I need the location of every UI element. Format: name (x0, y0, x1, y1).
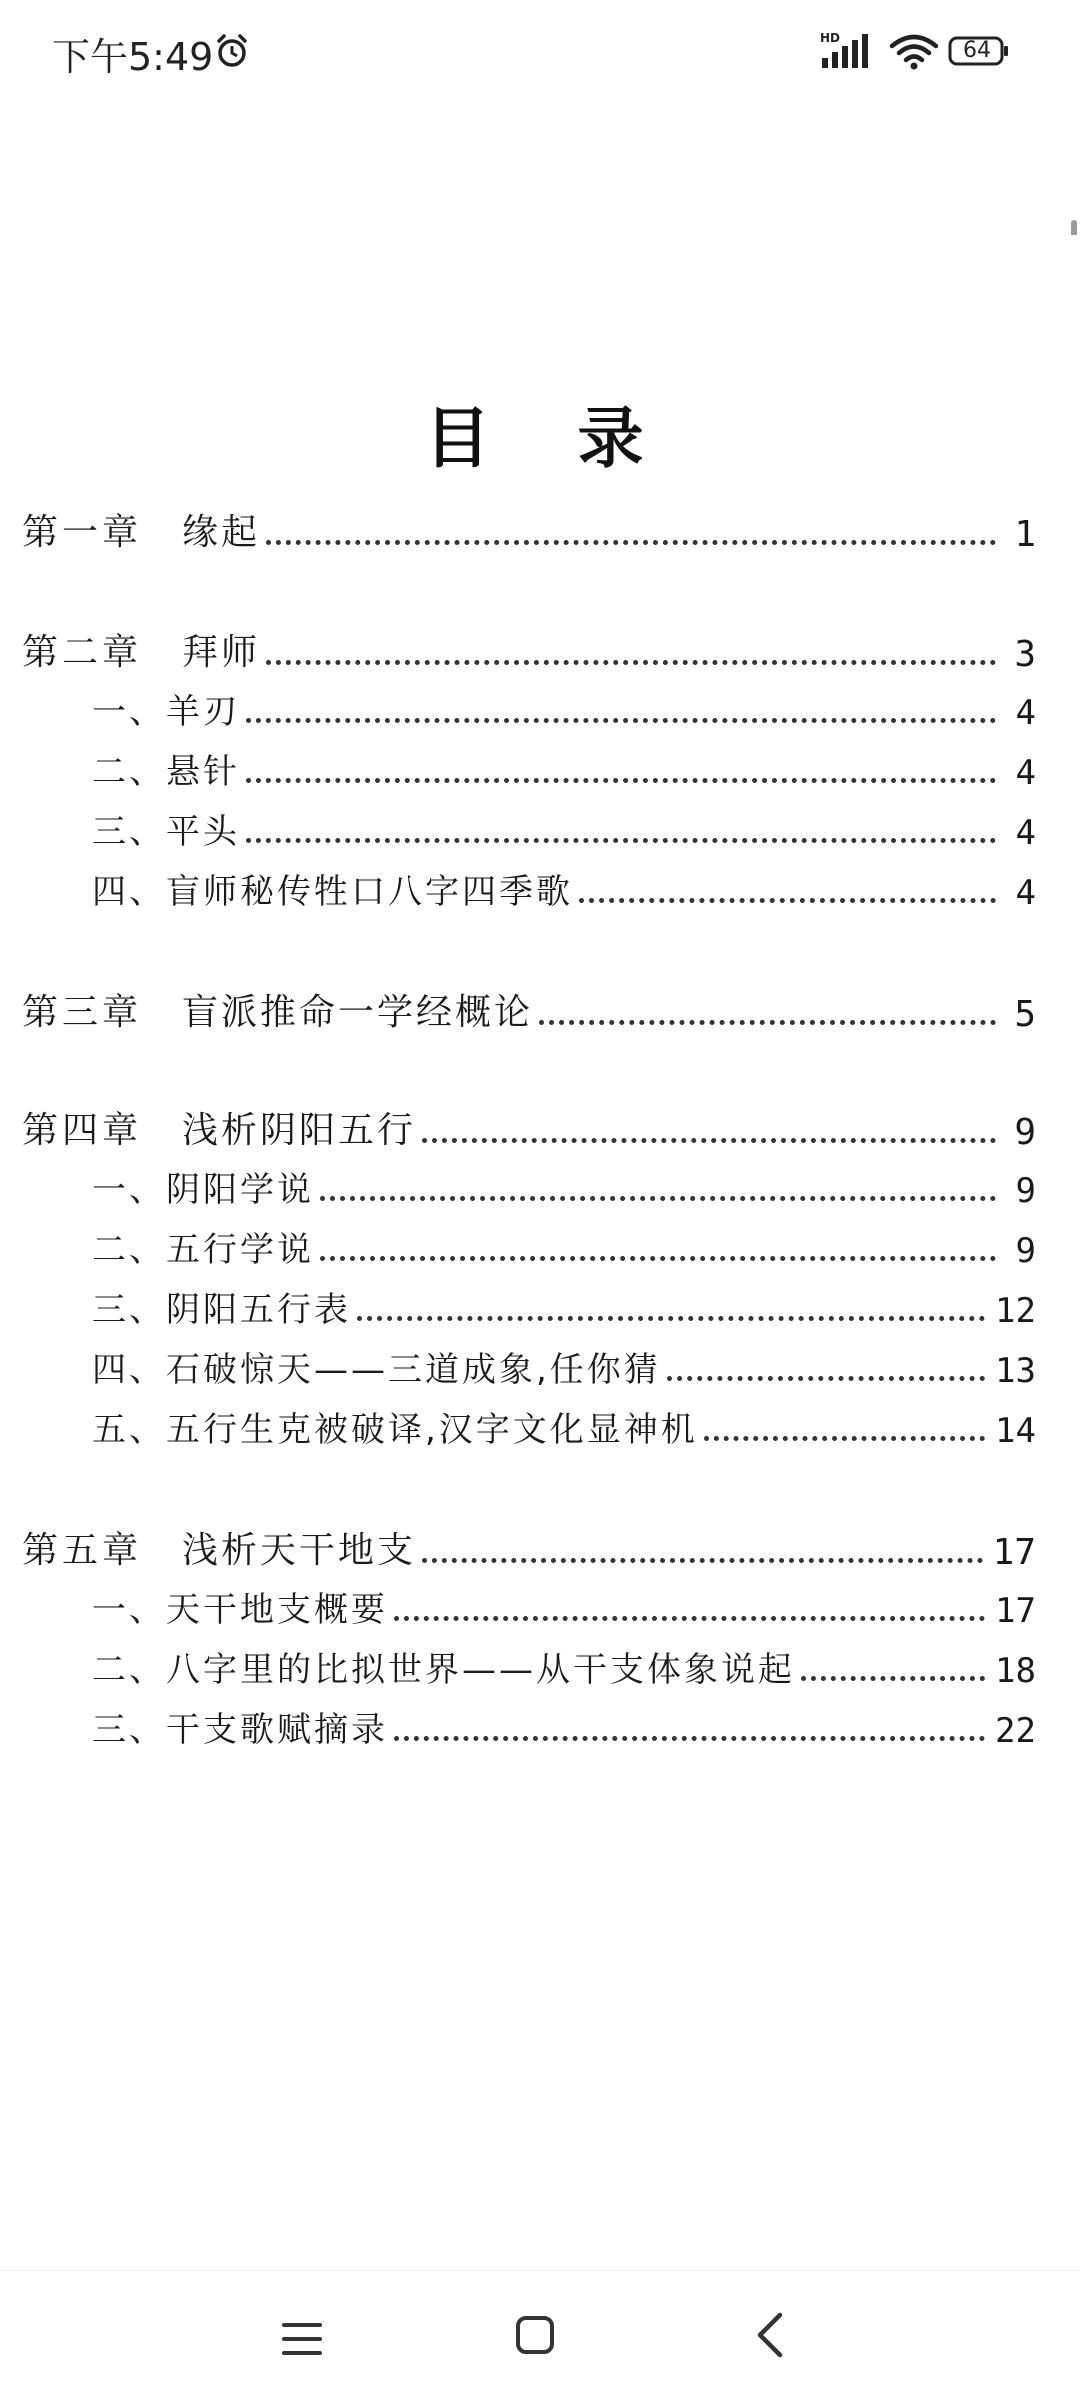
navigation-bar (0, 2270, 1080, 2401)
toc-page-number: 18 (995, 1651, 1036, 1691)
toc-chapter-number: 第四章 (22, 1110, 143, 1151)
toc-chapter-number: 第二章 (22, 632, 143, 673)
toc-page-number: 3 (1014, 634, 1036, 675)
toc-section-entry (92, 1343, 1036, 1391)
toc-leader-dots (266, 660, 996, 665)
toc-chapter-entry (22, 505, 1036, 555)
toc-chapter-entry (22, 1103, 1036, 1153)
toc-entry-title: 盲派推命一学经概论 (182, 992, 534, 1033)
home-icon[interactable] (515, 2315, 555, 2355)
toc-entry-title: 三、阴阳五行表 (92, 1290, 351, 1330)
toc-chapter-entry (22, 1523, 1036, 1573)
toc-section-entry (92, 805, 1036, 853)
toc-entry-title: 二、八字里的比拟世界——从干支体象说起 (92, 1650, 795, 1690)
toc-page-number: 22 (995, 1711, 1036, 1751)
toc-chapter-number: 第三章 (22, 992, 143, 1033)
toc-entry-title: 拜师 (182, 632, 261, 673)
toc-leader-dots (801, 1676, 985, 1681)
toc-entry-title: 一、羊刃 (92, 692, 240, 732)
toc-title: 目 录 (424, 400, 676, 477)
toc-section-entry (92, 1703, 1036, 1751)
toc-leader-dots (246, 778, 996, 783)
back-icon[interactable] (752, 2311, 786, 2359)
toc-page-number: 4 (1015, 693, 1036, 733)
toc-entry-title: 二、五行学说 (92, 1230, 314, 1270)
toc-leader-dots (704, 1436, 985, 1441)
toc-leader-dots (246, 718, 996, 723)
toc-page-number: 17 (995, 1591, 1036, 1631)
toc-page-number: 4 (1015, 813, 1036, 853)
toc-page-number: 12 (995, 1291, 1036, 1331)
toc-leader-dots (539, 1020, 996, 1025)
toc-section-entry (92, 1583, 1036, 1631)
toc-entry-title: 五、五行生克被破译,汉字文化显神机 (92, 1410, 698, 1450)
toc-chapter-entry (22, 985, 1036, 1035)
toc-page-number: 9 (1015, 1171, 1036, 1211)
toc-entry-title: 浅析天干地支 (182, 1530, 417, 1571)
toc-page-number: 9 (1015, 1231, 1036, 1271)
toc-entry-title: 四、盲师秘传牲口八字四季歌 (92, 872, 573, 912)
toc-leader-dots (394, 1736, 985, 1741)
toc-chapter-number: 第五章 (22, 1530, 143, 1571)
toc-leader-dots (246, 838, 996, 843)
toc-entry-title: 四、石破惊天——三道成象,任你猜 (92, 1350, 661, 1390)
toc-section-entry (92, 1163, 1036, 1211)
toc-chapter-number: 第一章 (22, 512, 143, 553)
toc-leader-dots (394, 1616, 985, 1621)
toc-page-number: 1 (1014, 514, 1036, 555)
network-badge: HD (820, 31, 841, 45)
toc-chapter-entry (22, 625, 1036, 675)
toc-entry-title: 三、干支歌赋摘录 (92, 1710, 388, 1750)
status-time: 下午5:49 (52, 35, 214, 79)
toc-section-entry (92, 1223, 1036, 1271)
toc-page-number: 17 (992, 1532, 1036, 1573)
document-page (0, 235, 1080, 2178)
alarm-clock-icon (214, 33, 250, 69)
wifi-icon (888, 32, 940, 72)
toc-section-entry (92, 1403, 1036, 1451)
toc-leader-dots (667, 1376, 985, 1381)
toc-section-entry (92, 745, 1036, 793)
menu-icon[interactable] (280, 2319, 324, 2359)
status-bar (0, 0, 1080, 100)
toc-section-entry (92, 1643, 1036, 1691)
toc-page-number: 13 (995, 1351, 1036, 1391)
toc-page-number: 4 (1015, 873, 1036, 913)
toc-entry-title: 浅析阴阳五行 (182, 1110, 417, 1151)
toc-leader-dots (320, 1196, 996, 1201)
toc-entry-title: 一、阴阳学说 (92, 1170, 314, 1210)
toc-entry-title: 二、悬针 (92, 752, 240, 792)
toc-leader-dots (422, 1558, 983, 1563)
cell-signal-icon (820, 30, 876, 70)
toc-leader-dots (266, 540, 996, 545)
toc-section-entry (92, 865, 1036, 913)
toc-section-entry (92, 685, 1036, 733)
toc-leader-dots (320, 1256, 996, 1261)
toc-page-number: 4 (1015, 753, 1036, 793)
battery-level: 64 (963, 38, 991, 63)
toc-leader-dots (422, 1138, 996, 1143)
toc-entry-title: 三、平头 (92, 812, 240, 852)
toc-page-number: 14 (995, 1411, 1036, 1451)
toc-leader-dots (579, 898, 996, 903)
toc-entry-title: 一、天干地支概要 (92, 1590, 388, 1630)
toc-entry-title: 缘起 (182, 512, 261, 553)
toc-leader-dots (357, 1316, 985, 1321)
toc-page-number: 5 (1014, 994, 1036, 1035)
toc-page-number: 9 (1014, 1112, 1036, 1153)
toc-section-entry (92, 1283, 1036, 1331)
